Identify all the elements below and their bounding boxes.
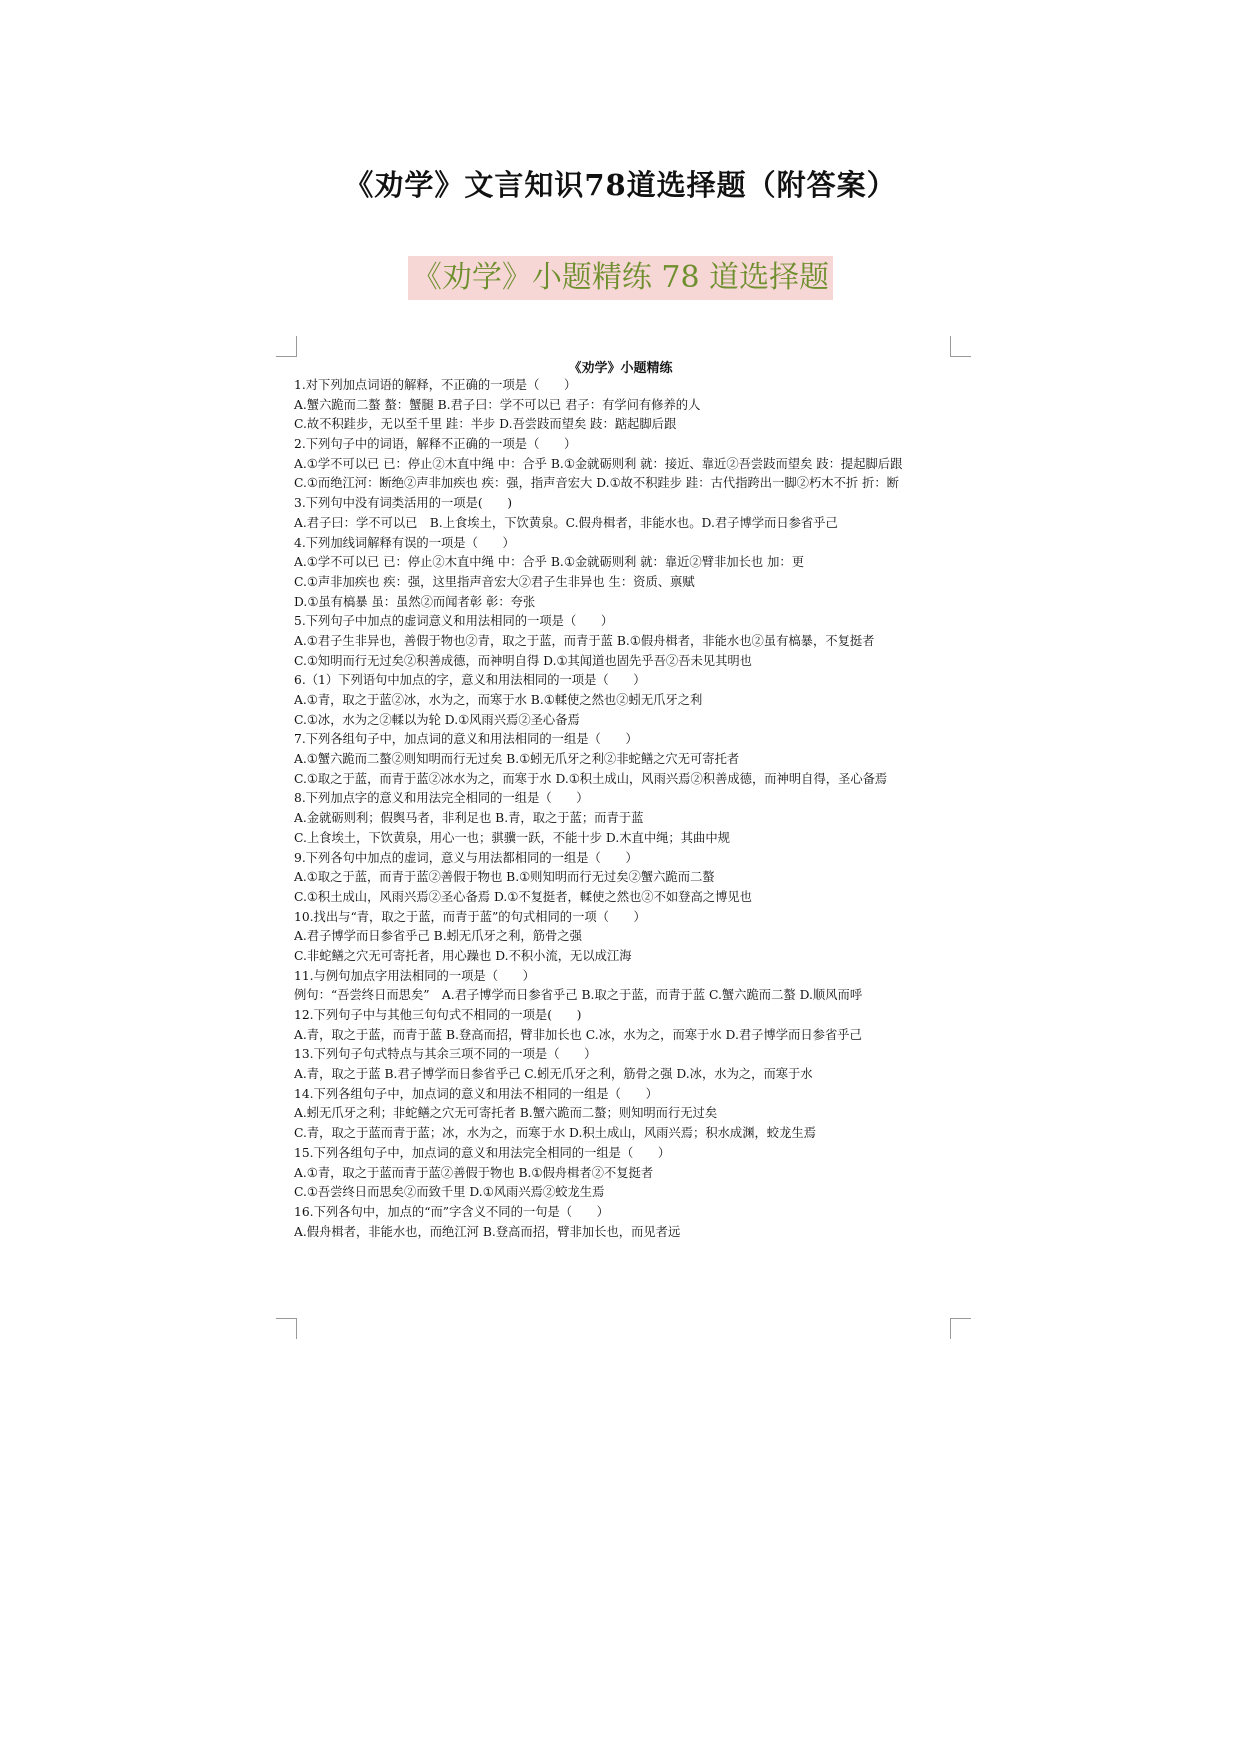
question-line: 13.下列句子句式特点与其余三项不同的一项是（ ） [294, 1047, 597, 1062]
crop-mark-bottom-left [276, 1318, 297, 1339]
question-line: 9.下列各句中加点的虚词，意义与用法都相同的一组是（ ） [294, 850, 638, 865]
question-line: C.故不积跬步，无以至千里 跬：半步 D.吾尝跂而望矣 跂：踮起脚后跟 [294, 417, 677, 432]
question-line: A.君子曰：学不可以已 B.上食埃土，下饮黄泉。C.假舟楫者，非能水也。D.君子博学而日参省乎己 [294, 515, 838, 530]
question-line: A.①君子生非异也，善假于物也②青，取之于蓝，而青于蓝 B.①假舟楫者，非能水也②虽有槁暴，不复挺者 [294, 633, 875, 648]
question-line: 15.下列各组句子中，加点词的意义和用法完全相同的一组是（ ） [294, 1145, 671, 1160]
question-line: A.①青，取之于蓝而青于蓝②善假于物也 B.①假舟楫者②不复挺者 [294, 1165, 654, 1180]
question-line: 3.下列句中没有词类活用的一项是( ) [294, 496, 513, 511]
question-line: A.①取之于蓝，而青于蓝②善假于物也 B.①则知明而行无过矣②蟹六跪而二螯 [294, 870, 715, 885]
question-line: C.①而绝江河：断绝②声非加疾也 疾：强，指声音宏大 D.①故不积跬步 跬：古代指跨出一脚②朽木不折 折：断 [294, 476, 899, 491]
question-line: A.假舟楫者，非能水也，而绝江河 B.登高而招，臂非加长也，而见者远 [294, 1224, 681, 1239]
question-line: A.蚓无爪牙之利；非蛇鳝之穴无可寄托者 B.蟹六跪而二螯；则知明而行无过矣 [294, 1106, 718, 1121]
question-line: A.青，取之于蓝，而青于蓝 B.登高而招，臂非加长也 C.冰，水为之，而寒于水 D.君子博学而日参省乎己 [294, 1027, 862, 1042]
question-line: 11.与例句加点字用法相同的一项是（ ） [294, 968, 535, 983]
question-line: 4.下列加线词解释有误的一项是（ ） [294, 535, 515, 550]
question-line: A.君子博学而日参省乎己 B.蚓无爪牙之利，筋骨之强 [294, 929, 582, 944]
crop-mark-top-right [950, 336, 971, 357]
question-line: C.①冰，水为之②輮以为轮 D.①风雨兴焉②圣心备焉 [294, 712, 580, 727]
document-title: 《劝学》文言知识78道选择题（附答案） [344, 168, 897, 202]
highlighted-subtitle: 《劝学》小题精练 78 道选择题 [408, 256, 833, 300]
question-line: A.①青，取之于蓝②冰，水为之，而寒于水 B.①輮使之然也②蚓无爪牙之利 [294, 693, 703, 707]
question-line: 例句：“吾尝终日而思矣” A.君子博学而日参省乎己 B.取之于蓝，而青于蓝 C.蟹六跪而二螯 D.顺风而呼 [294, 988, 863, 1003]
question-line: 7.下列各组句子中，加点词的意义和用法相同的一组是（ ） [294, 732, 638, 747]
question-line: 8.下列加点字的意义和用法完全相同的一组是（ ） [294, 791, 589, 806]
question-line: 1.对下列加点词语的解释，不正确的一项是（ ） [294, 378, 577, 392]
crop-mark-bottom-right [950, 1318, 971, 1339]
question-line: D.①虽有槁暴 虽：虽然②而闻者彰 彰：夸张 [294, 594, 536, 609]
question-line: A.蟹六跪而二螯 螯：蟹腿 B.君子曰：学不可以已 君子：有学问有修养的人 [294, 397, 701, 412]
question-line: 6.（1）下列语句中加点的字，意义和用法相同的一项是（ ） [294, 673, 646, 688]
question-line: C.上食埃土，下饮黄泉，用心一也；骐骥一跃，不能十步 D.木直中绳；其曲中规 [294, 830, 730, 845]
question-line: C.①知明而行无过矣②积善成德，而神明自得 D.①其闻道也固先乎吾②吾未见其明也 [294, 653, 752, 668]
question-line: C.①声非加疾也 疾：强，这里指声音宏大②君子生非异也 生：资质、禀赋 [294, 574, 695, 589]
question-line: A.①蟹六跪而二螯②则知明而行无过矣 B.①蚓无爪牙之利②非蛇鳝之穴无可寄托者 [294, 752, 740, 767]
question-line: 10.找出与“青，取之于蓝，而青于蓝”的句式相同的一项（ ） [294, 909, 646, 924]
question-line: C.非蛇鳝之穴无可寄托者，用心躁也 D.不积小流，无以成江海 [294, 948, 632, 963]
question-list [294, 376, 954, 1242]
question-line: A.青，取之于蓝 B.君子博学而日参省乎己 C.蚓无爪牙之利，筋骨之强 D.冰，水为之，而寒于水 [294, 1067, 813, 1082]
question-line: C.①积土成山，风雨兴焉②圣心备焉 D.①不复挺者，輮使之然也②不如登高之博见也 [294, 889, 752, 904]
question-line: 14.下列各组句子中，加点词的意义和用法不相同的一组是（ ） [294, 1086, 658, 1101]
question-line: 16.下列各句中，加点的“而”字含义不同的一句是（ ） [294, 1204, 609, 1219]
question-line: 5.下列句子中加点的虚词意义和用法相同的一项是（ ） [294, 614, 614, 629]
crop-mark-top-left [276, 336, 297, 357]
subtitle-container [0, 256, 1241, 300]
question-line: C.青，取之于蓝而青于蓝；冰，水为之，而寒于水 D.积土成山，风雨兴焉；积水成渊，蛟龙生焉 [294, 1126, 816, 1141]
question-line: 12.下列句子中与其他三句句式不相同的一项是( ) [294, 1008, 582, 1022]
question-line: A.①学不可以已 已：停止②木直中绳 中：合乎 B.①金就砺则利 就：靠近②臂非加长也 加：更 [294, 555, 805, 570]
question-line: 2.下列句子中的词语，解释不正确的一项是（ ） [294, 437, 577, 452]
question-line: A.①学不可以已 已：停止②木直中绳 中：合乎 B.①金就砺则利 就：接近、靠近②吾尝跂而望矣 跂：提起脚后跟 [294, 456, 903, 471]
scan-heading: 《劝学》小题精练 [568, 361, 673, 376]
question-line: C.①吾尝终日而思矣②而致千里 D.①风雨兴焉②蛟龙生焉 [294, 1185, 605, 1200]
question-line: A.金就砺则利；假舆马者，非利足也 B.青，取之于蓝；而青于蓝 [294, 811, 644, 826]
question-line: C.①取之于蓝，而青于蓝②冰水为之，而寒于水 D.①积土成山，风雨兴焉②积善成德，而神明自得，圣心备焉 [294, 771, 888, 786]
